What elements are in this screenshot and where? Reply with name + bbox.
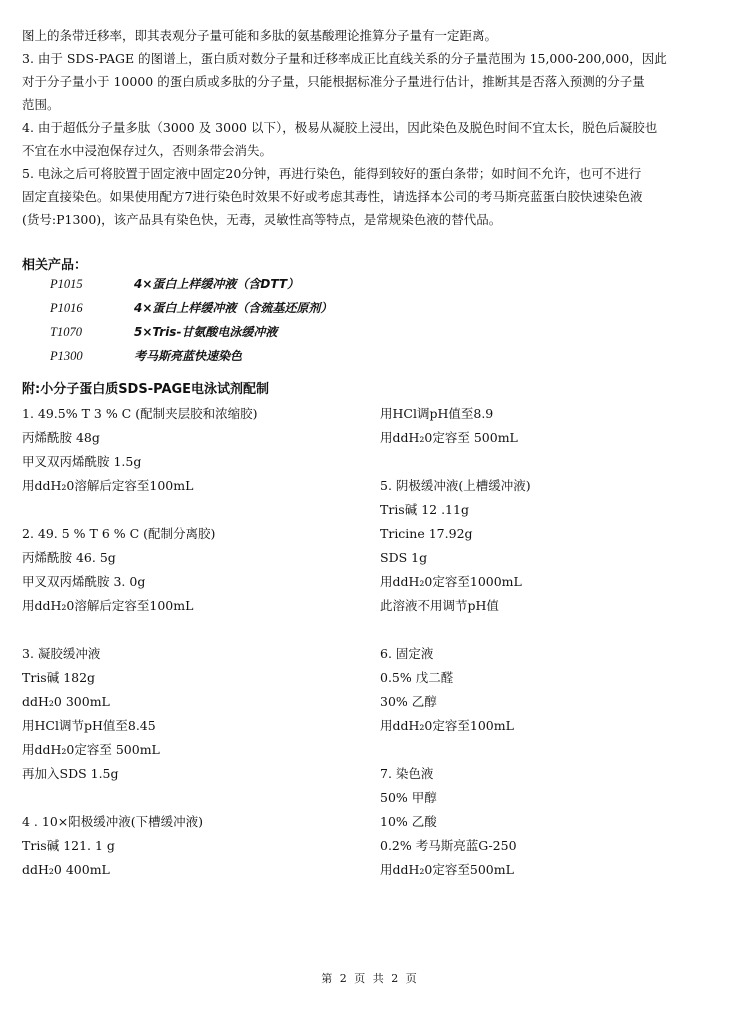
reagent-line: 6. 固定液	[380, 646, 434, 661]
reagent-line: ddH₂0 400mL	[22, 862, 110, 877]
reagent-line	[22, 498, 352, 522]
reagent-line: 用ddH₂0定容至1000mL	[380, 574, 522, 589]
reagent-line: 0.5% 戊二醛	[380, 670, 454, 685]
product-name: 考马斯亮蓝快速染色	[134, 349, 243, 363]
related-product-row	[50, 296, 332, 320]
reagent-line: 30% 乙醇	[380, 694, 437, 709]
intro-line: 3. 由于 SDS-PAGE 的图谱上，蛋白质对数分子量和迁移率成正比直线关系的分子量范围为 15,000-200,000，因此	[22, 51, 667, 66]
reagent-line: Tris碱 182g	[22, 670, 96, 685]
product-code: P1015	[50, 277, 83, 291]
intro-line: (货号:P1300)，该产品具有染色快，无毒，灵敏性高等特点，是常规染色液的替代品。	[22, 212, 502, 227]
reagent-line: 此溶液不用调节pH值	[380, 598, 499, 613]
reagent-line: 丙烯酰胺 46. 5g	[22, 550, 116, 565]
reagent-line: 用ddH₂0溶解后定容至100mL	[22, 598, 194, 613]
reagent-line: 3. 凝胶缓冲液	[22, 646, 101, 661]
reagent-line: 甲叉双丙烯酰胺 3. 0g	[22, 574, 146, 589]
related-products-heading: 相关产品：	[22, 258, 88, 273]
reagent-line: Tris碱 121. 1 g	[22, 838, 115, 853]
reagent-line	[22, 786, 352, 810]
product-name: 5×Tris-甘氨酸电泳缓冲液	[134, 325, 278, 339]
reagent-line	[22, 618, 352, 642]
intro-line: 不宜在水中浸泡保存过久，否则条带会消失。	[22, 143, 273, 158]
intro-line: 5. 电泳之后可将胶置于固定液中固定20分钟，再进行染色，能得到较好的蛋白条带；如时间不允许，也可不进行	[22, 166, 642, 181]
intro-line: 范围。	[22, 97, 60, 112]
reagent-line: 用ddH₂0溶解后定容至100mL	[22, 478, 194, 493]
reagent-line: 丙烯酰胺 48g	[22, 430, 100, 445]
reagent-line: Tricine 17.92g	[380, 526, 473, 541]
reagent-line: 用HCl调pH值至8.9	[380, 406, 494, 421]
reagent-line: ddH₂0 300mL	[22, 694, 110, 709]
reagent-line	[380, 738, 710, 762]
reagent-line: 用ddH₂0定容至 500mL	[22, 742, 160, 757]
intro-line: 图上的条带迁移率，即其表观分子量可能和多肽的氨基酸理论推算分子量有一定距离。	[22, 28, 498, 43]
reagent-line: 0.2% 考马斯亮蓝G-250	[380, 838, 517, 853]
reagent-column-right	[380, 402, 710, 882]
product-name: 4×蛋白上样缓冲液（含巯基还原剂）	[134, 301, 333, 315]
related-product-row	[50, 344, 242, 368]
reagent-line	[380, 450, 710, 474]
reagent-line: 甲叉双丙烯酰胺 1.5g	[22, 454, 142, 469]
product-code: P1300	[50, 349, 83, 363]
intro-paragraphs	[22, 24, 720, 231]
appendix-heading: 附:小分子蛋白质SDS-PAGE电泳试剂配制	[22, 382, 270, 397]
reagent-line: 7. 染色液	[380, 766, 434, 781]
related-product-row	[50, 272, 299, 296]
product-code: P1016	[50, 301, 83, 315]
reagent-line: 用ddH₂0定容至 500mL	[380, 430, 518, 445]
reagent-line: 用HCl调节pH值至8.45	[22, 718, 156, 733]
reagent-line: 用ddH₂0定容至500mL	[380, 862, 514, 877]
reagent-line: 用ddH₂0定容至100mL	[380, 718, 514, 733]
product-name: 4×蛋白上样缓冲液（含DTT）	[134, 277, 300, 291]
reagent-line: 5. 阴极缓冲液(上槽缓冲液)	[380, 478, 531, 493]
reagent-line: 1. 49.5% T 3 % C (配制夹层胶和浓缩胶)	[22, 406, 258, 421]
reagent-line: SDS 1g	[380, 550, 428, 565]
reagent-line: 4 . 10×阳极缓冲液(下槽缓冲液)	[22, 814, 204, 829]
reagent-line: 2. 49. 5 % T 6 % C (配制分离胶)	[22, 526, 216, 541]
product-code: T1070	[50, 325, 82, 339]
page-footer: 第 2 页 共 2 页	[321, 972, 419, 985]
reagent-line: 50% 甲醇	[380, 790, 437, 805]
intro-line: 4. 由于超低分子量多肽（3000 及 3000 以下），极易从凝胶上浸出，因此染色及脱色时间不宜太长，脱色后凝胶也	[22, 120, 658, 135]
reagent-line: 再加入SDS 1.5g	[22, 766, 119, 781]
intro-line: 对于分子量小于 10000 的蛋白质或多肽的分子量，只能根据标准分子量进行估计，推断其是否落入预测的分子量	[22, 74, 645, 89]
intro-line: 固定直接染色。如果使用配方7进行染色时效果不好或考虑其毒性，请选择本公司的考马斯亮蓝蛋白胶快速染色液	[22, 189, 643, 204]
reagent-line: Tris碱 12 .11g	[380, 502, 469, 517]
reagent-line	[380, 618, 710, 642]
related-product-row	[50, 320, 277, 344]
reagent-column-left	[22, 402, 352, 882]
reagent-line: 10% 乙酸	[380, 814, 437, 829]
